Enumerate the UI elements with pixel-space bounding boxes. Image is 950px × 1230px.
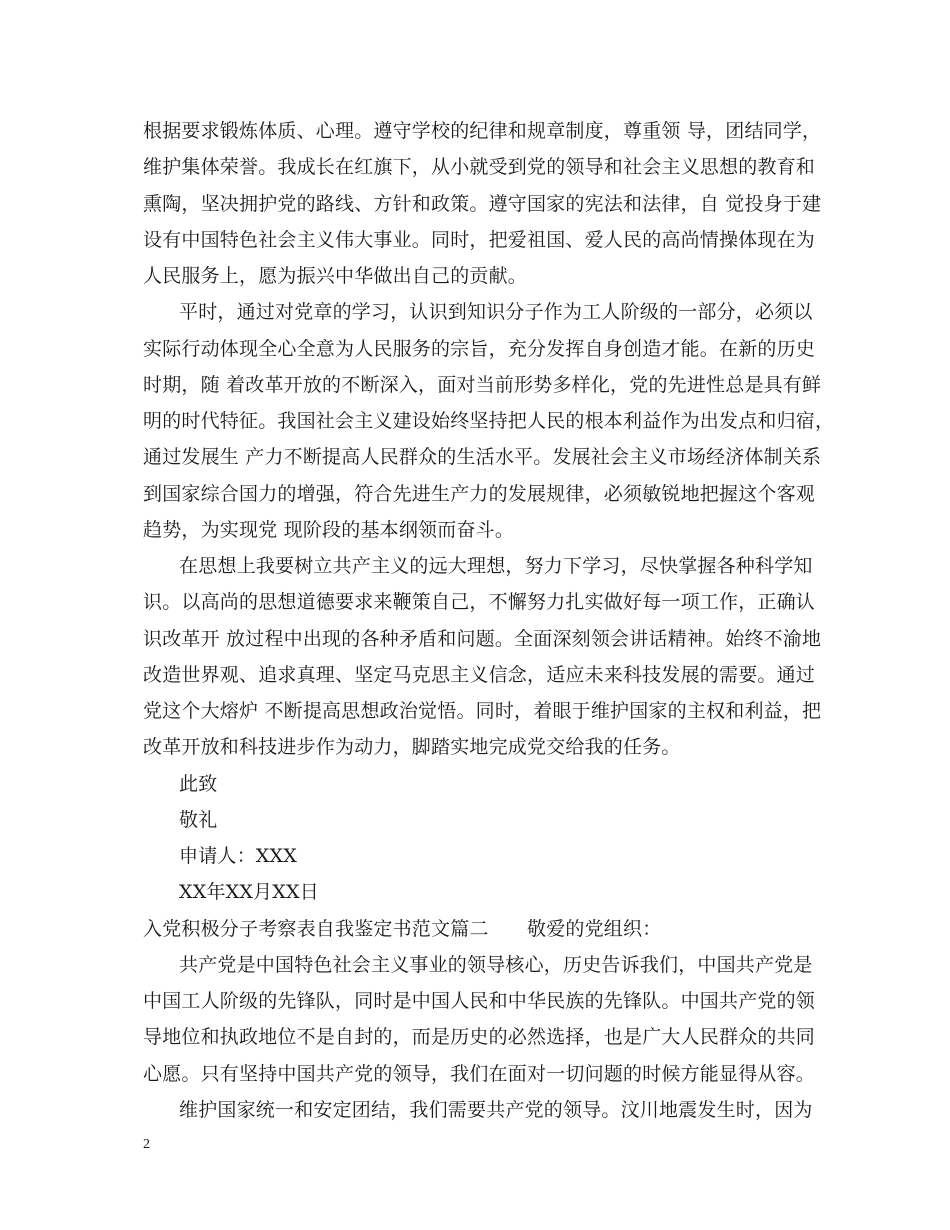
applicant-signature: 申请人：XXX [179,845,297,867]
text-line: 党这个大熔炉 不断提高思想政治觉悟。同时，着眼于维护国家的主权和利益，把 [143,700,822,722]
text-line: 改革开放和科技进步作为动力，脚踏实地完成党交给我的任务。 [143,736,681,759]
closing-regards: 敬礼 [179,808,218,831]
text-line: 识。以高尚的思想道德要求来鞭策自己，不懈努力扎实做好每一项工作，正确认 [143,591,816,614]
text-line: 中国工人阶级的先锋队，同时是中国人民和中华民族的先锋队。中国共产党的领 [143,990,816,1012]
text-line: 通过发展生 产力不断提高人民群众的生活水平。发展社会主义市场经济体制关系 [143,446,822,469]
text-line: 心愿。只有坚持中国共产党的领导，我们在面对一切问题的时候方能显得从容。 [143,1062,816,1085]
text-line: 时期，随 着改革开放的不断深入，面对当前形势多样化，党的先进性总是具有鲜 [143,373,822,396]
body-text [143,113,835,1128]
text-line: 改造世界观、追求真理、坚定马克思主义信念，适应未来科技发展的需要。通过 [143,663,816,686]
text-line: 维护集体荣誉。我成长在红旗下，从小就受到党的领导和社会主义思想的教育和 [143,156,816,179]
text-line: 根据要求锻炼体质、心理。遵守学校的纪律和规章制度，尊重领 导，团结同学， [143,120,822,142]
closing-salutation: 此致 [179,772,218,795]
signature-date: XX年XX月XX日 [179,881,319,904]
text-line: 导地位和执政地位不是自封的，而是历史的必然选择，也是广大人民群众的共同 [143,1026,816,1049]
page-number: 2 [143,1137,150,1152]
section-heading: 入党积极分子考察表自我鉴定书范文篇二 敬爱的党组织： [143,917,662,940]
text-line: 熏陶，坚决拥护党的路线、方针和政策。遵守国家的宪法和法律，自 觉投身于建 [143,192,822,215]
paragraph-start-line: 维护国家统一和安定团结，我们需要共产党的领导。汶川地震发生时，因为 [179,1098,813,1121]
text-line: 识改革开 放过程中出现的各种矛盾和问题。全面深刻领会讲话精神。始终不渝地 [143,627,822,650]
text-line: 趋势，为实现党 现阶段的基本纲领而奋斗。 [143,518,515,541]
paragraph-start-line: 在思想上我要树立共产主义的远大理想，努力下学习，尽快掌握各种科学知 [179,555,813,577]
text-line: 明的时代特征。我国社会主义建设始终坚持把人民的根本利益作为出发点和归宿， [143,410,835,432]
paragraph-start-line: 平时，通过对党章的学习，认识到知识分子作为工人阶级的一部分，必须以 [179,301,813,324]
text-line: 实际行动体现全心全意为人民服务的宗旨，充分发挥自身创造才能。在新的历史 [143,337,816,360]
text-line: 到国家综合国力的增强，符合先进生产力的发展规律，必须敏锐地把握这个客观 [143,482,816,505]
text-line: 设有中国特色社会主义伟大事业。同时，把爱祖国、爱人民的高尚情操体现在为 [143,228,816,251]
paragraph-start-line: 共产党是中国特色社会主义事业的领导核心，历史告诉我们，中国共产党是 [179,953,813,976]
text-line: 人民服务上，愿为振兴中华做出自己的贡献。 [143,265,528,287]
